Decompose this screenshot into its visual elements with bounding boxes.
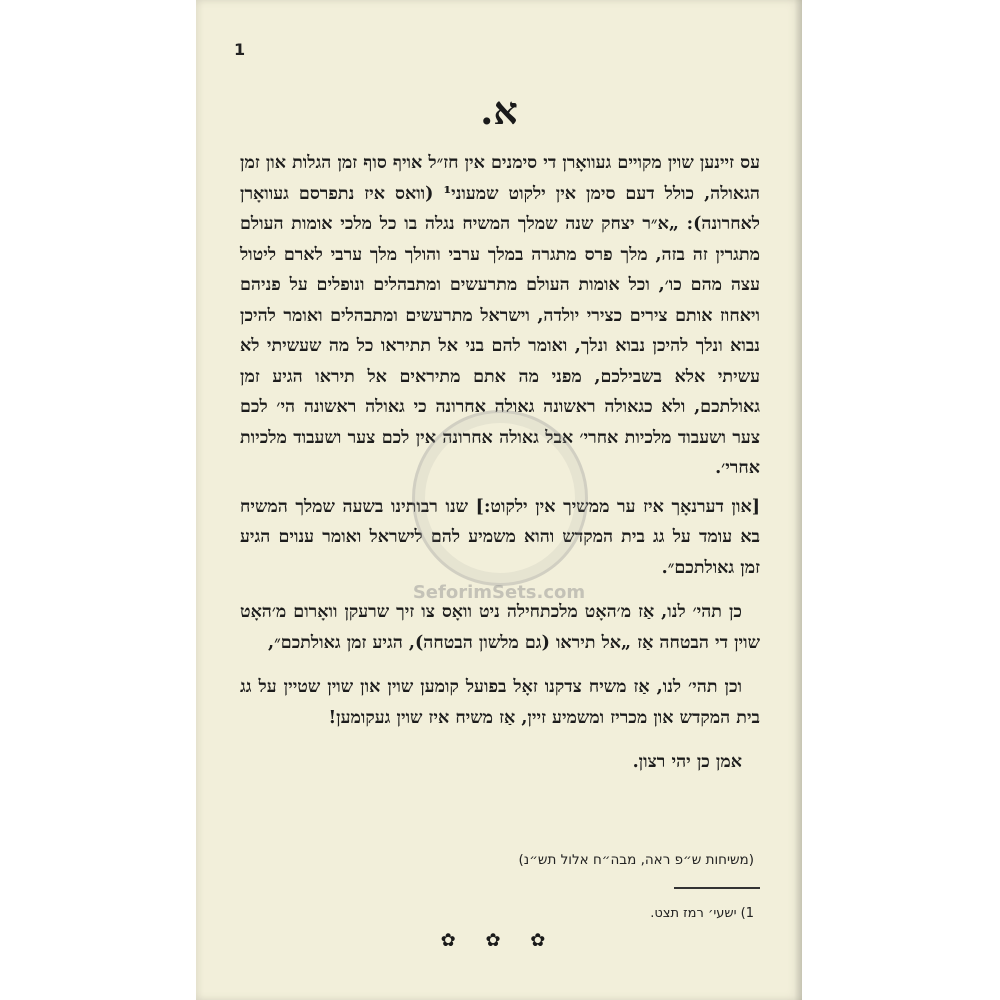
closing-blessing: אמן כן יהי רצון. bbox=[632, 752, 742, 772]
book-page bbox=[196, 0, 802, 1000]
paragraph-2: [און דערנאָך איז ער ממשיך אין ילקוט:] שנו רבותינו בשעה שמלך המשיח בא עומד על גג בית המקדש והוא משמיע להם לישראל ואומר ענוים הגיע זמן גאולתכם״. bbox=[240, 496, 760, 578]
paragraph-1: עס זיינען שוין מקויים געוואָרן די סימנים אין חז״ל אויף סוף זמן הגלות און זמן הגאולה, כולל דעם סימן אין ילקוט שמעוני¹ (וואס איז נתפרסם געוואָרן לאחרונה): „א״ר יצחק שנה שמלך המשיח נגלה בו כל מלכי אומות העולם מתגרין זה בזה, מלך פרס מתגרה במלך ערבי והולך מלך ערבי לארם ליטול עצה מהם כו׳, וכל אומות העולם מתרעשים ומתבהלים ונופלים על פניהם ויאחוז אותם צירים כצירי יולדה, וישראל מתרעשים ומתבהלים ואומר להיכן נבוא ונלך להיכן נבוא ונלך, ואומר להם בני אל תתיראו כל מה שעשיתי לא עשיתי אלא בשבילכם, מפני מה אתם מתיראים אל תיראו הגיע זמן גאולתכם, ולא כגאולה ראשונה גאולה אחרונה כי גאולה ראשונה הי׳ לכם צער ושעבוד מלכיות אחרי׳ אבל גאולה אחרונה אין לכם צער ושעבוד מלכיות אחרי׳. bbox=[240, 153, 761, 478]
chapter-heading: א. bbox=[480, 88, 518, 133]
source-citation: (משיחות ש״פ ראה, מבה״ח אלול תש״נ) bbox=[518, 852, 754, 868]
flower-ornament-icon: ✿ ✿ ✿ bbox=[440, 930, 558, 951]
page-number: 1 bbox=[234, 40, 246, 59]
watermark-text: SeforimSets.com bbox=[412, 582, 586, 603]
main-text bbox=[240, 148, 760, 778]
paragraph-3: כן תהי׳ לנו, אַז מ׳האָט מלכתחילה ניט וואָס צו זיך שרעקן וואָרום מ׳האָט שוין די הבטחה אַז „אל תיראו (גם מלשון הבטחה), הגיע זמן גאולתכם״, bbox=[240, 602, 760, 653]
page-gutter-shadow bbox=[794, 0, 802, 1000]
footnote-divider bbox=[674, 887, 760, 889]
footnote: 1) ישעי׳ רמז תצט. bbox=[650, 906, 754, 921]
paragraph-4: וכן תהי׳ לנו, אַז משיח צדקנו זאָל בפועל קומען שוין און שוין שטיין על גג בית המקדש און מכריז ומשמיע זיין, אַז משיח איז שוין געקומען! bbox=[240, 677, 760, 728]
